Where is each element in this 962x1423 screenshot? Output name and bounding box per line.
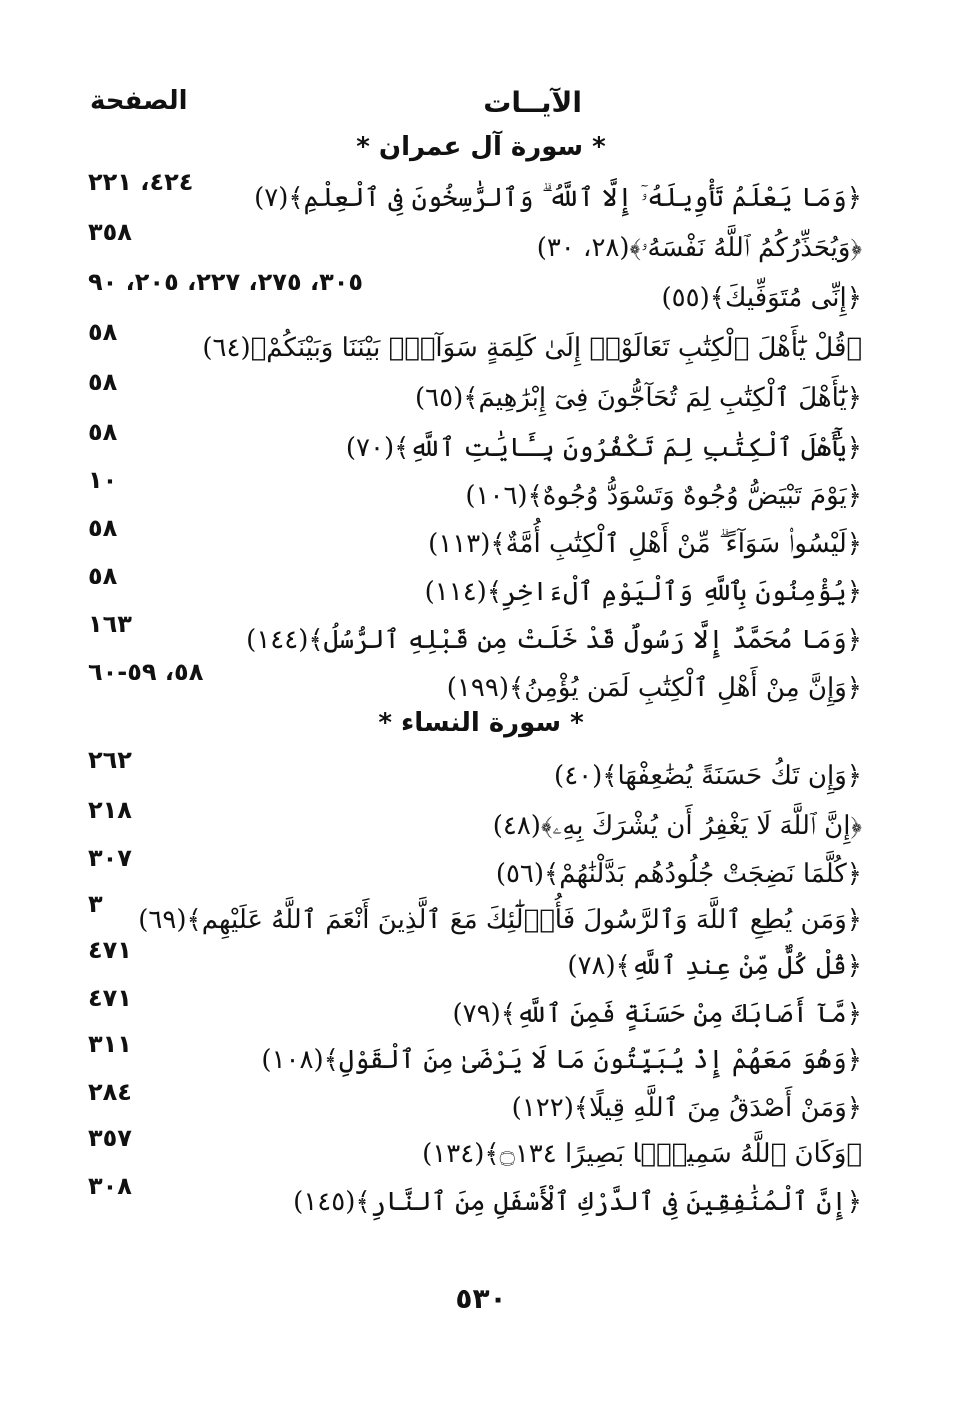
verse-text: ﴿وَمَنْ أَصْدَقُ مِنَ ٱللَّهِ قِيلًا﴾(١٢٢) xyxy=(511,1093,862,1123)
index-row xyxy=(80,418,862,476)
index-row xyxy=(80,514,862,572)
index-row xyxy=(80,1030,862,1088)
index-row xyxy=(80,984,862,1042)
page-refs: ٥٨، ٥٩-٦٠ xyxy=(88,658,204,686)
index-row xyxy=(80,890,862,948)
page-refs: ١٠ xyxy=(88,466,118,494)
index-row xyxy=(80,168,862,226)
page-refs: ٤٧١ xyxy=(88,984,132,1012)
page-refs: ٢٦٢ xyxy=(88,746,132,774)
verse-text: ﴿إِنَّ ٱلْمُنَٰفِقِينَ فِى ٱلدَّرْكِ ٱلْأَسْفَلِ مِنَ ٱلنَّارِ﴾(١٤٥) xyxy=(293,1187,862,1217)
verse-text: ﴿إِنِّى مُتَوَفِّيكَ﴾(٥٥) xyxy=(661,283,862,313)
index-row xyxy=(80,936,862,994)
index-row xyxy=(80,844,862,902)
page-refs: ٤٧١ xyxy=(88,936,132,964)
verse-text: ﴿وَكَانَ ٱللَّهُ سَمِيعًۢا بَصِيرًا ۝١٣٤﴾(١٣٤) xyxy=(422,1139,862,1169)
page-refs: ٣٠٧ xyxy=(88,844,132,872)
surah-heading-al-imran: * سورة آل عمران * xyxy=(356,132,606,162)
index-row xyxy=(80,1078,862,1136)
page-refs: ٥٨ xyxy=(88,514,118,542)
verse-text: ﴿يَوْمَ تَبْيَضُّ وُجُوهٌ وَتَسْوَدُّ وُجُوهٌ﴾(١٠٦) xyxy=(465,481,862,511)
index-row xyxy=(80,1172,862,1230)
page-refs: ٣٥٧ xyxy=(88,1124,132,1152)
index-row xyxy=(80,368,862,426)
page-refs: ٥٨ xyxy=(88,368,118,396)
index-row xyxy=(80,268,862,326)
verse-text: ﴿وَإِن تَكُ حَسَنَةً يُضَٰعِفْهَا﴾(٤٠) xyxy=(554,761,862,791)
index-row xyxy=(80,1124,862,1182)
index-row xyxy=(80,318,862,376)
page-refs: ٣١١ xyxy=(88,1030,132,1058)
index-row xyxy=(80,466,862,524)
verse-text: ﴿إِنَّ ٱللَّهَ لَا يَغْفِرُ أَن يُشْرَكَ بِهِۦ﴾(٤٨) xyxy=(492,811,862,841)
verse-text: ﴿مَّآ أَصَابَكَ مِنْ حَسَنَةٍ فَمِنَ ٱللَّهِ﴾(٧٩) xyxy=(452,999,862,1029)
page-refs: ٣٠٨ xyxy=(88,1172,132,1200)
page-refs: ٤٢٤، ٢٢١ xyxy=(88,168,194,196)
page-number: ٥٣٠ xyxy=(455,1282,507,1315)
page-refs: ٣٠٥، ٢٧٥، ٢٢٧، ٢٠٥، ٩٠ xyxy=(88,268,364,296)
page-refs: ٣ xyxy=(88,890,103,918)
verse-text: ﴿وَهُوَ مَعَهُمْ إِذْ يُبَيِّتُونَ مَا لَا يَرْضَىٰ مِنَ ٱلْقَوْلِ﴾(١٠٨) xyxy=(261,1045,862,1075)
index-row xyxy=(80,796,862,854)
verse-text: ﴿لَيْسُوا۟ سَوَآءً ۗ مِّنْ أَهْلِ ٱلْكِتَٰبِ أُمَّةٌ﴾(١١٣) xyxy=(428,529,862,559)
page-refs: ١٦٣ xyxy=(88,610,132,638)
verse-text: ﴿قُلْ يَٰٓأَهْلَ ٱلْكِتَٰبِ تَعَالَوْا۟ إِلَىٰ كَلِمَةٍ سَوَآءٍۭ بَيْنَنَا وَبَيْنَكُمْ﴾(٦٤) xyxy=(202,333,862,363)
page-refs: ٣٥٨ xyxy=(88,218,132,246)
ayat-column-label: الآيــات xyxy=(483,86,582,119)
verse-text: ﴿وَإِنَّ مِنْ أَهْلِ ٱلْكِتَٰبِ لَمَن يُؤْمِنُ﴾(١٩٩) xyxy=(446,673,862,703)
verse-text: ﴿يَٰٓأَهْلَ ٱلْكِتَٰبِ لِمَ تَكْفُرُونَ بِـَٔايَٰتِ ٱللَّهِ﴾(٧٠) xyxy=(345,433,862,463)
verse-text: ﴿يُؤْمِنُونَ بِٱللَّهِ وَٱلْيَوْمِ ٱلْءَاخِرِ﴾(١١٤) xyxy=(424,577,862,607)
verse-text: ﴿كُلَّمَا نَضِجَتْ جُلُودُهُم بَدَّلْنَٰهُمْ﴾(٥٦) xyxy=(495,859,862,889)
verse-text: ﴿وَمَا يَعْلَمُ تَأْوِيلَهُۥٓ إِلَّا ٱللَّهُ ۗ وَٱلرَّٰسِخُونَ فِى ٱلْعِلْمِ﴾(٧) xyxy=(254,183,862,213)
verse-text: ﴿قُلْ كُلٌّ مِّنْ عِندِ ٱللَّهِ﴾(٧٨) xyxy=(567,951,862,981)
page-refs: ٢٨٤ xyxy=(88,1078,132,1106)
verse-text: ﴿وَمَن يُطِعِ ٱللَّهَ وَٱلرَّسُولَ فَأُو۟لَٰٓئِكَ مَعَ ٱلَّذِينَ أَنْعَمَ ٱللَّهُ عَلَيْهِم﴾(٦٩) xyxy=(138,905,862,935)
surah-heading-an-nisa: * سورة النساء * xyxy=(378,708,584,738)
verse-text: ﴿وَيُحَذِّرُكُمُ ٱللَّهُ نَفْسَهُۥ﴾(٢٨، ٣٠) xyxy=(536,233,862,263)
page-refs: ٥٨ xyxy=(88,318,118,346)
verse-text: ﴿يَٰٓأَهْلَ ٱلْكِتَٰبِ لِمَ تُحَآجُّونَ فِىٓ إِبْرَٰهِيمَ﴾(٦٥) xyxy=(414,383,862,413)
page-refs: ٢١٨ xyxy=(88,796,132,824)
index-row xyxy=(80,562,862,620)
index-row xyxy=(80,746,862,804)
page-refs: ٥٨ xyxy=(88,418,118,446)
page-column-label: الصفحة xyxy=(90,86,188,116)
page-refs: ٥٨ xyxy=(88,562,118,590)
column-header xyxy=(80,78,882,128)
verse-text: ﴿وَمَا مُحَمَّدٌ إِلَّا رَسُولٌ قَدْ خَلَتْ مِن قَبْلِهِ ٱلرُّسُلُ﴾(١٤٤) xyxy=(246,625,862,655)
